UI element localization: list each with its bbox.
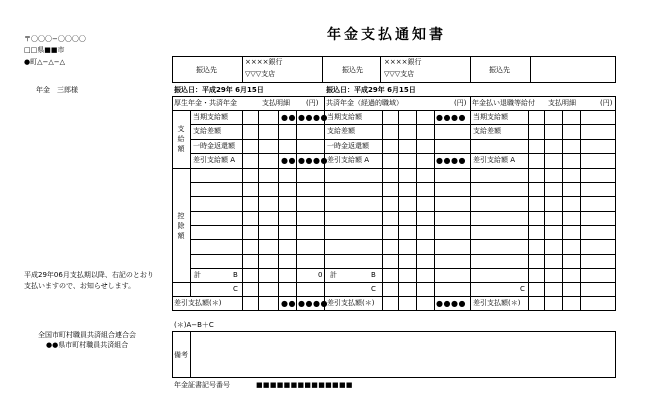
value-current-1b: ●●●● [298,113,328,122]
bank-label-1: 振込先 [196,66,217,74]
row-final-3: 差引支払額(＊) [473,299,521,307]
value-net-a-2: ●●●● [436,156,466,165]
row-net-a-2: 差引支給額 A [327,156,370,164]
bank-label-2: 振込先 [342,66,363,74]
row-c-2: C [371,285,376,293]
row-c-1: C [233,285,238,293]
row-diff-1: 支給差額 [193,127,221,135]
row-b-1: B [233,271,238,279]
row-diff-3: 支給差額 [473,127,501,135]
bank-name-1: ××××銀行 [245,58,283,66]
section-header-1: 厚生年金・共済年金 [174,99,237,107]
value-current-1a: ●● [281,113,296,122]
issuer-line-2: ●●県市町村職員共済組合 [46,341,129,349]
section-unit-3: (円) [600,99,613,107]
row-diff-2: 支給差額 [327,127,355,135]
row-total-1: 計 [194,271,201,279]
row-current-3: 当期支給額 [473,113,508,121]
section-unit-1: (円) [306,99,319,107]
recipient-name: 年金 三郎様 [36,86,78,94]
page-title: 年金支払通知書 [327,27,446,43]
section-header-3: 年金払い退職等給付 [472,99,535,107]
section-unit-2: (円) [454,99,467,107]
transfer-date-1: 振込日：平成29年 6月15日 [174,86,264,94]
row-current-1: 当期支給額 [193,113,228,121]
notice-line-1: 平成29年06月支払期以降、右記のとおり [24,271,154,279]
row-current-2: 当期支給額 [327,113,362,121]
value-net-a-1a: ●● [281,156,296,165]
address-street: ●町△−△−△ [24,58,65,66]
notice-line-2: 支払いますので、お知らせします。 [24,282,136,290]
value-net-a-1b: ●●●● [298,156,328,165]
section-detail-1: 支払明細 [262,99,290,107]
payment-detail-table [172,96,616,311]
row-total-2: 計 [330,271,337,279]
row-lump-1: 一時金返還額 [193,142,235,150]
address-city: □□県■■市 [24,46,65,54]
remarks-box [172,331,616,378]
bank-name-2: ××××銀行 [384,58,422,66]
row-net-a-1: 差引支給額 A [193,156,236,164]
value-total-1: 0 [318,271,323,279]
value-final-1a: ●● [281,299,296,308]
value-final-2: ●●●● [436,299,466,308]
value-final-1b: ●●●● [298,299,328,308]
row-c-3: C [520,285,525,293]
value-current-2: ●●●● [436,113,466,122]
payment-group-label: 支給額 [177,125,185,153]
bank-branch-1: ▽▽▽支店 [245,70,276,78]
cert-label: 年金証書記号番号 [174,381,230,389]
row-final-2: 差引支払額(＊) [327,299,375,307]
section-header-2: 共済年金（経過的職域） [326,99,403,107]
row-final-1: 差引支払額(＊) [174,299,222,307]
postal-code: 〒〇〇〇−〇〇〇〇 [24,35,86,43]
row-b-2: B [371,271,376,279]
section-detail-3: 支払明細 [548,99,576,107]
row-lump-2: 一時金返還額 [327,142,369,150]
remarks-label: 備考 [174,351,188,359]
bank-branch-2: ▽▽▽支店 [384,70,415,78]
issuer-line-1: 全国市町村職員共済組合連合会 [38,331,136,339]
cert-number: ■■■■■■■■■■■■■■ [256,381,353,389]
transfer-date-2: 振込日：平成29年 6月15日 [326,86,416,94]
row-net-a-3: 差引支給額 A [473,156,516,164]
deduction-group-label: 控除額 [177,212,185,240]
bank-label-3: 振込先 [489,66,510,74]
formula-note: (＊)A−B＋C [174,321,214,329]
